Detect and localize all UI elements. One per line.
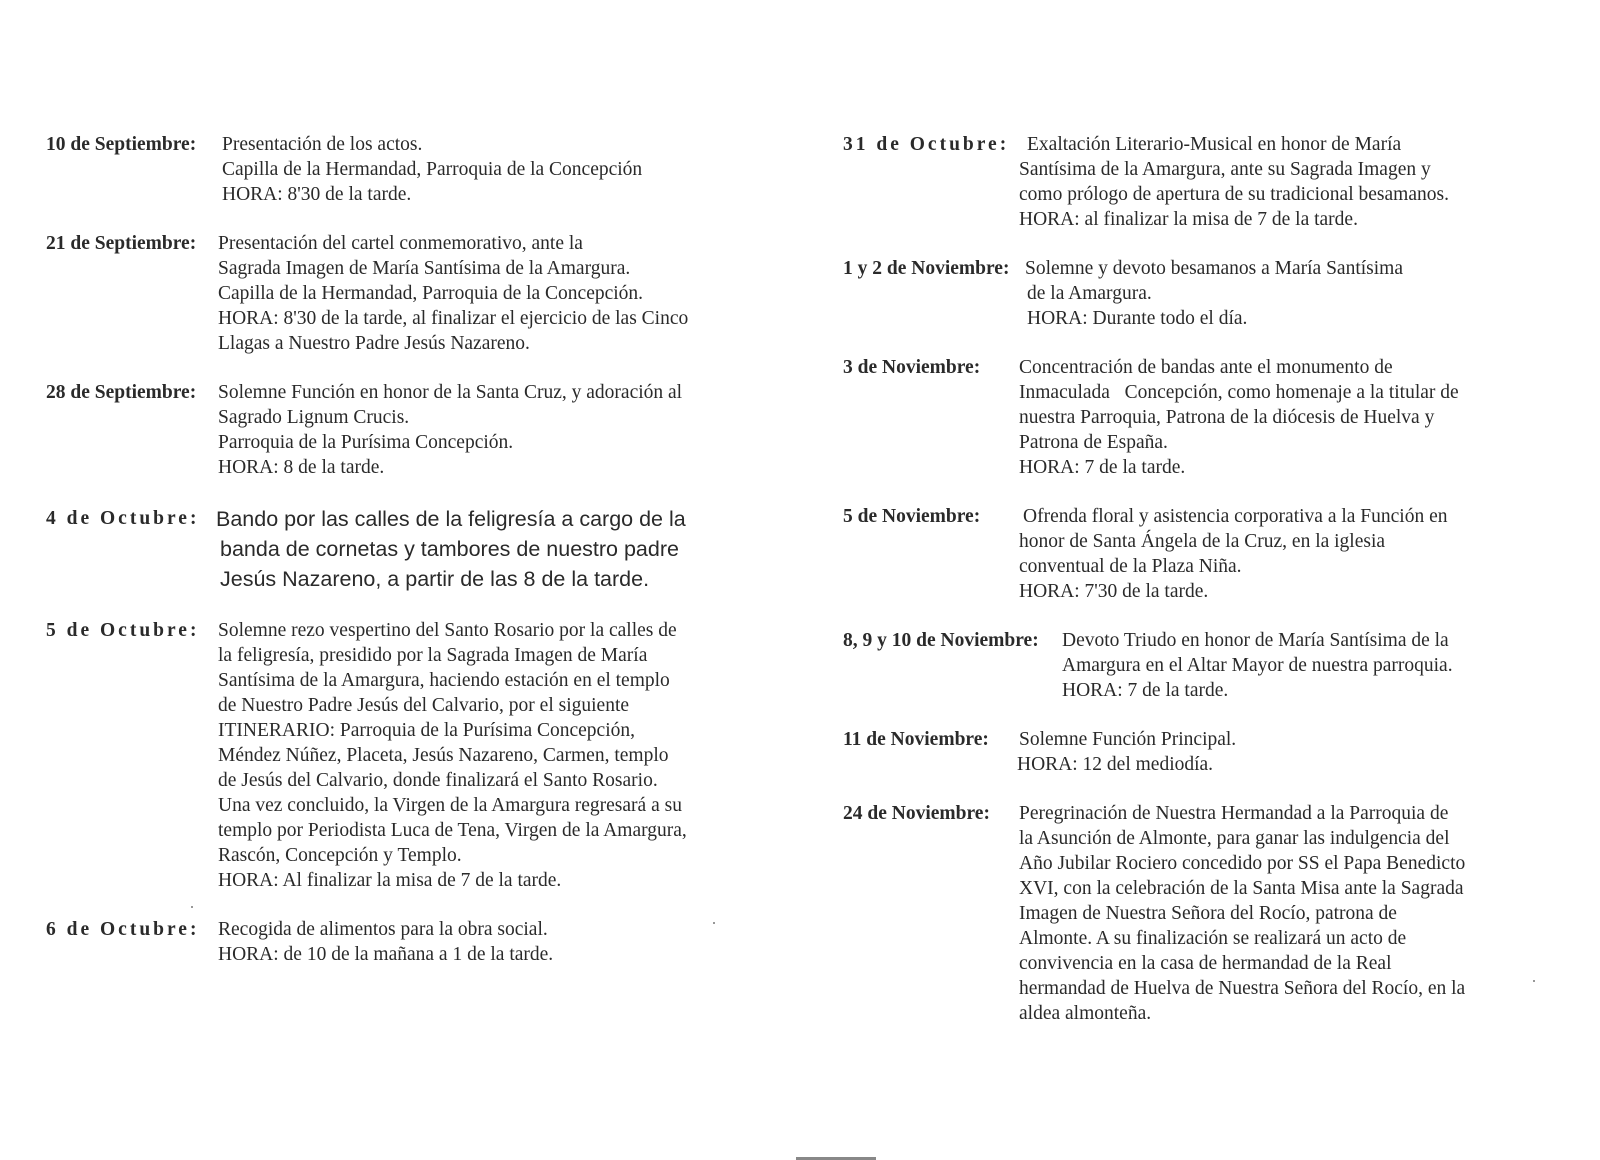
entry-line: Inmaculada Concepción, como homenaje a la titular de <box>1019 382 1459 403</box>
entry-line: Capilla de la Hermandad, Parroquia de la Concepción. <box>218 283 644 304</box>
entry-line: conventual de la Plaza Niña. <box>1019 556 1242 577</box>
schedule-entry <box>843 132 1568 232</box>
entry-body <box>222 132 766 207</box>
entry-date: 8, 9 y 10 de Noviembre: <box>843 630 1039 651</box>
entry-line: Exaltación Literario-Musical en honor de María <box>1027 134 1402 155</box>
entry-line: HORA: Al finalizar la misa de 7 de la tarde. <box>218 870 562 891</box>
schedule-entry <box>46 132 766 207</box>
entry-body <box>218 231 766 356</box>
entry-body <box>218 380 766 480</box>
entry-line: XVI, con la celebración de la Santa Misa ante la Sagrada <box>1019 878 1464 899</box>
entry-line: Santísima de la Amargura, haciendo estación en el templo <box>218 670 670 691</box>
entry-line: la Asunción de Almonte, para ganar las indulgencia del <box>1019 828 1450 849</box>
entry-body <box>218 917 766 967</box>
entry-line: Solemne Función en honor de la Santa Cruz, y adoración al <box>218 382 683 403</box>
entry-line: Amargura en el Altar Mayor de nuestra parroquia. <box>1062 655 1453 676</box>
entry-line: HORA: de 10 de la mañana a 1 de la tarde. <box>218 944 554 965</box>
entry-body <box>1019 504 1568 604</box>
entry-line: de la Amargura. <box>1027 283 1152 304</box>
entry-line: Ofrenda floral y asistencia corporativa a la Función en <box>1023 506 1448 527</box>
entry-body <box>216 504 766 594</box>
entry-line: HORA: 7 de la tarde. <box>1062 680 1229 701</box>
schedule-entry <box>843 628 1568 703</box>
entry-line: HORA: al finalizar la misa de 7 de la tarde. <box>1019 209 1358 230</box>
entry-line: Concentración de bandas ante el monumento de <box>1019 357 1393 378</box>
entry-line: de Jesús del Calvario, donde finalizará el Santo Rosario. <box>218 770 658 791</box>
entry-line: templo por Periodista Luca de Tena, Virgen de la Amargura, <box>218 820 687 841</box>
entry-body <box>1019 132 1568 232</box>
entry-body <box>1019 801 1568 1026</box>
entry-line: Presentación del cartel conmemorativo, ante la <box>218 233 583 254</box>
entry-line: nuestra Parroquia, Patrona de la diócesis de Huelva y <box>1019 407 1435 428</box>
entry-line: HORA: 7 de la tarde. <box>1019 457 1186 478</box>
entry-date: 28 de Septiembre: <box>46 382 197 403</box>
entry-date: 5 de Octubre: <box>46 620 200 641</box>
entry-line: Imagen de Nuestra Señora del Rocío, patrona de <box>1019 903 1397 924</box>
entry-line: Parroquia de la Purísima Concepción. <box>218 432 514 453</box>
schedule-entry <box>46 504 766 594</box>
entry-body <box>1062 628 1568 703</box>
entry-line: Solemne y devoto besamanos a María Santísima <box>1025 258 1404 279</box>
entry-body <box>1019 256 1568 331</box>
scan-speck <box>1533 980 1535 982</box>
schedule-entry <box>46 231 766 356</box>
entry-line: convivencia en la casa de hermandad de la Real <box>1019 953 1392 974</box>
entry-date: 4 de Octubre: <box>46 508 200 529</box>
entry-line: Una vez concluido, la Virgen de la Amargura regresará a su <box>218 795 682 816</box>
entry-date: 11 de Noviembre: <box>843 729 989 750</box>
entry-line: Llagas a Nuestro Padre Jesús Nazareno. <box>218 333 530 354</box>
entry-line: HORA: 8'30 de la tarde, al finalizar el ejercicio de las Cinco <box>218 308 689 329</box>
entry-line: Jesús Nazareno, a partir de las 8 de la tarde. <box>220 567 650 591</box>
schedule-entry <box>843 355 1568 480</box>
schedule-entry <box>46 917 766 967</box>
entry-line: HORA: Durante todo el día. <box>1027 308 1248 329</box>
entry-date: 21 de Septiembre: <box>46 233 197 254</box>
schedule-entry <box>843 727 1568 777</box>
entry-line: aldea almonteña. <box>1019 1003 1152 1024</box>
entry-line: ITINERARIO: Parroquia de la Purísima Concepción, <box>218 720 635 741</box>
schedule-entry <box>46 380 766 480</box>
entry-date: 3 de Noviembre: <box>843 357 981 378</box>
entry-body <box>1017 727 1568 777</box>
schedule-entry <box>843 801 1568 1026</box>
entry-date: 10 de Septiembre: <box>46 134 197 155</box>
entry-line: HORA: 8 de la tarde. <box>218 457 385 478</box>
entry-line: HORA: 12 del mediodía. <box>1017 754 1214 775</box>
right-schedule-column <box>843 132 1568 1050</box>
entry-body <box>218 618 766 893</box>
entry-line: Solemne rezo vespertino del Santo Rosario por la calles de <box>218 620 677 641</box>
entry-line: Presentación de los actos. <box>222 134 423 155</box>
schedule-entry <box>843 256 1568 331</box>
entry-line: Almonte. A su finalización se realizará un acto de <box>1019 928 1407 949</box>
right-page <box>800 0 1600 1160</box>
entry-date: 6 de Octubre: <box>46 919 200 940</box>
entry-line: Méndez Núñez, Placeta, Jesús Nazareno, Carmen, templo <box>218 745 669 766</box>
entry-line: de Nuestro Padre Jesús del Calvario, por el siguiente <box>218 695 630 716</box>
entry-line: Patrona de España. <box>1019 432 1168 453</box>
entry-line: Sagrado Lignum Crucis. <box>218 407 410 428</box>
entry-line: Año Jubilar Rociero concedido por SS el Papa Benedicto <box>1019 853 1466 874</box>
entry-line: Rascón, Concepción y Templo. <box>218 845 462 866</box>
entry-line: Capilla de la Hermandad, Parroquia de la Concepción <box>222 159 643 180</box>
entry-line: la feligresía, presidido por la Sagrada Imagen de María <box>218 645 648 666</box>
entry-line: HORA: 8'30 de la tarde. <box>222 184 412 205</box>
left-schedule-column <box>46 132 766 991</box>
schedule-entry <box>843 504 1568 604</box>
entry-line: Devoto Triudo en honor de María Santísima de la <box>1062 630 1449 651</box>
entry-line: banda de cornetas y tambores de nuestro padre <box>220 537 679 561</box>
entry-line: como prólogo de apertura de su tradicional besamanos. <box>1019 184 1449 205</box>
entry-line: Santísima de la Amargura, ante su Sagrada Imagen y <box>1019 159 1431 180</box>
entry-line: Solemne Función Principal. <box>1019 729 1237 750</box>
entry-date: 5 de Noviembre: <box>843 506 981 527</box>
entry-date: 1 y 2 de Noviembre: <box>843 258 1010 279</box>
entry-line: hermandad de Huelva de Nuestra Señora del Rocío, en la <box>1019 978 1466 999</box>
scan-speck <box>713 922 715 924</box>
entry-body <box>1019 355 1568 480</box>
entry-date: 24 de Noviembre: <box>843 803 990 824</box>
entry-line: Peregrinación de Nuestra Hermandad a la Parroquia de <box>1019 803 1449 824</box>
entry-line: HORA: 7'30 de la tarde. <box>1019 581 1209 602</box>
scan-speck <box>191 906 193 908</box>
entry-line: Recogida de alimentos para la obra social. <box>218 919 548 940</box>
entry-line: honor de Santa Ángela de la Cruz, en la iglesia <box>1019 531 1386 552</box>
entry-line: Sagrada Imagen de María Santísima de la Amargura. <box>218 258 631 279</box>
schedule-entry <box>46 618 766 893</box>
entry-line: Bando por las calles de la feligresía a cargo de la <box>216 507 686 531</box>
entry-date: 31 de Octubre: <box>843 134 1010 155</box>
